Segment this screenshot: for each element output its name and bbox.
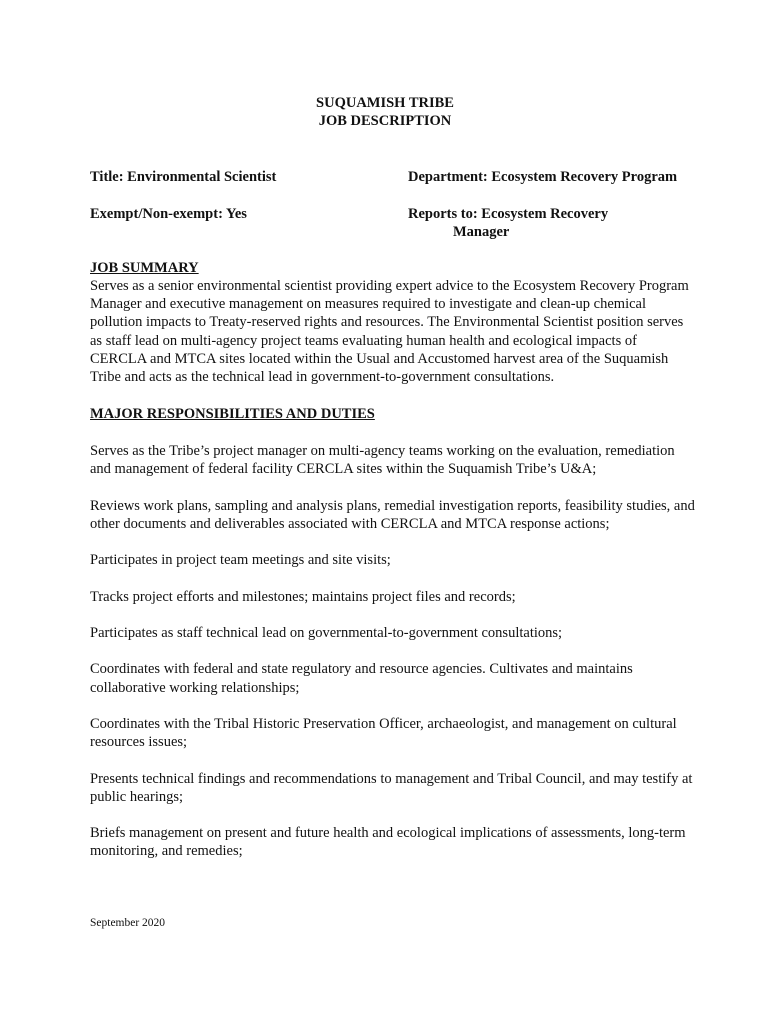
department: Department: Ecosystem Recovery Program xyxy=(408,169,678,185)
list-item: Participates in project team meetings and site visits; xyxy=(90,552,391,569)
responsibilities-list xyxy=(90,442,695,879)
document-header xyxy=(0,94,770,130)
responsibilities-heading: MAJOR RESPONSIBILITIES AND DUTIES xyxy=(90,406,375,422)
organization-name: SUQUAMISH TRIBE xyxy=(316,95,454,111)
footer-date: September 2020 xyxy=(90,917,166,929)
reports-to-line2: Manager xyxy=(453,224,510,240)
list-item: Serves as the Tribe’s project manager on multi-agency teams working on the evaluation, remediation and management of federal facility CERCLA sites within the Suquamish Tribe’s U&A; xyxy=(90,443,675,478)
exempt-status: Exempt/Non-exempt: Yes xyxy=(90,206,247,222)
list-item: Participates as staff technical lead on governmental-to-government consultations; xyxy=(90,624,563,641)
list-item: Coordinates with the Tribal Historic Preservation Officer, archaeologist, and management on cultural resources issues; xyxy=(90,715,677,751)
reports-to-line1: Reports to: Ecosystem Recovery xyxy=(408,206,609,222)
job-title: Title: Environmental Scientist xyxy=(90,169,277,185)
job-summary-heading: JOB SUMMARY xyxy=(90,260,199,276)
list-item: Tracks project efforts and milestones; maintains project files and records; xyxy=(90,588,516,605)
list-item: Reviews work plans, sampling and analysis plans, remedial investigation reports, feasibility studies, and other documents and deliverables associated with CERCLA and MTCA response actions; xyxy=(90,497,695,532)
reports-to xyxy=(408,205,608,241)
list-item: Presents technical findings and recommendations to management and Tribal Council, and may testify at public hearings; xyxy=(90,770,693,805)
job-summary-text: Serves as a senior environmental scientist providing expert advice to the Ecosystem Recovery Program Manager and executive management on measures required to investigate and clean-up chemical pollution impacts to Treaty-reserved rights and resources. The Environmental Scientist position serves as staff lead on multi-agency project teams evaluating human health and ecological impacts of CERCLA and MTCA sites located within the Usual and Accustomed harvest area of the Suquamish Tribe and acts as the technical lead in government-to-government consultations. xyxy=(90,278,689,386)
list-item: Coordinates with federal and state regulatory and resource agencies. Cultivates and maintains collaborative working relationships; xyxy=(90,661,633,696)
document-type: JOB DESCRIPTION xyxy=(318,113,452,129)
list-item: Briefs management on present and future health and ecological implications of assessments, long-term monitoring, and remedies; xyxy=(90,825,686,860)
